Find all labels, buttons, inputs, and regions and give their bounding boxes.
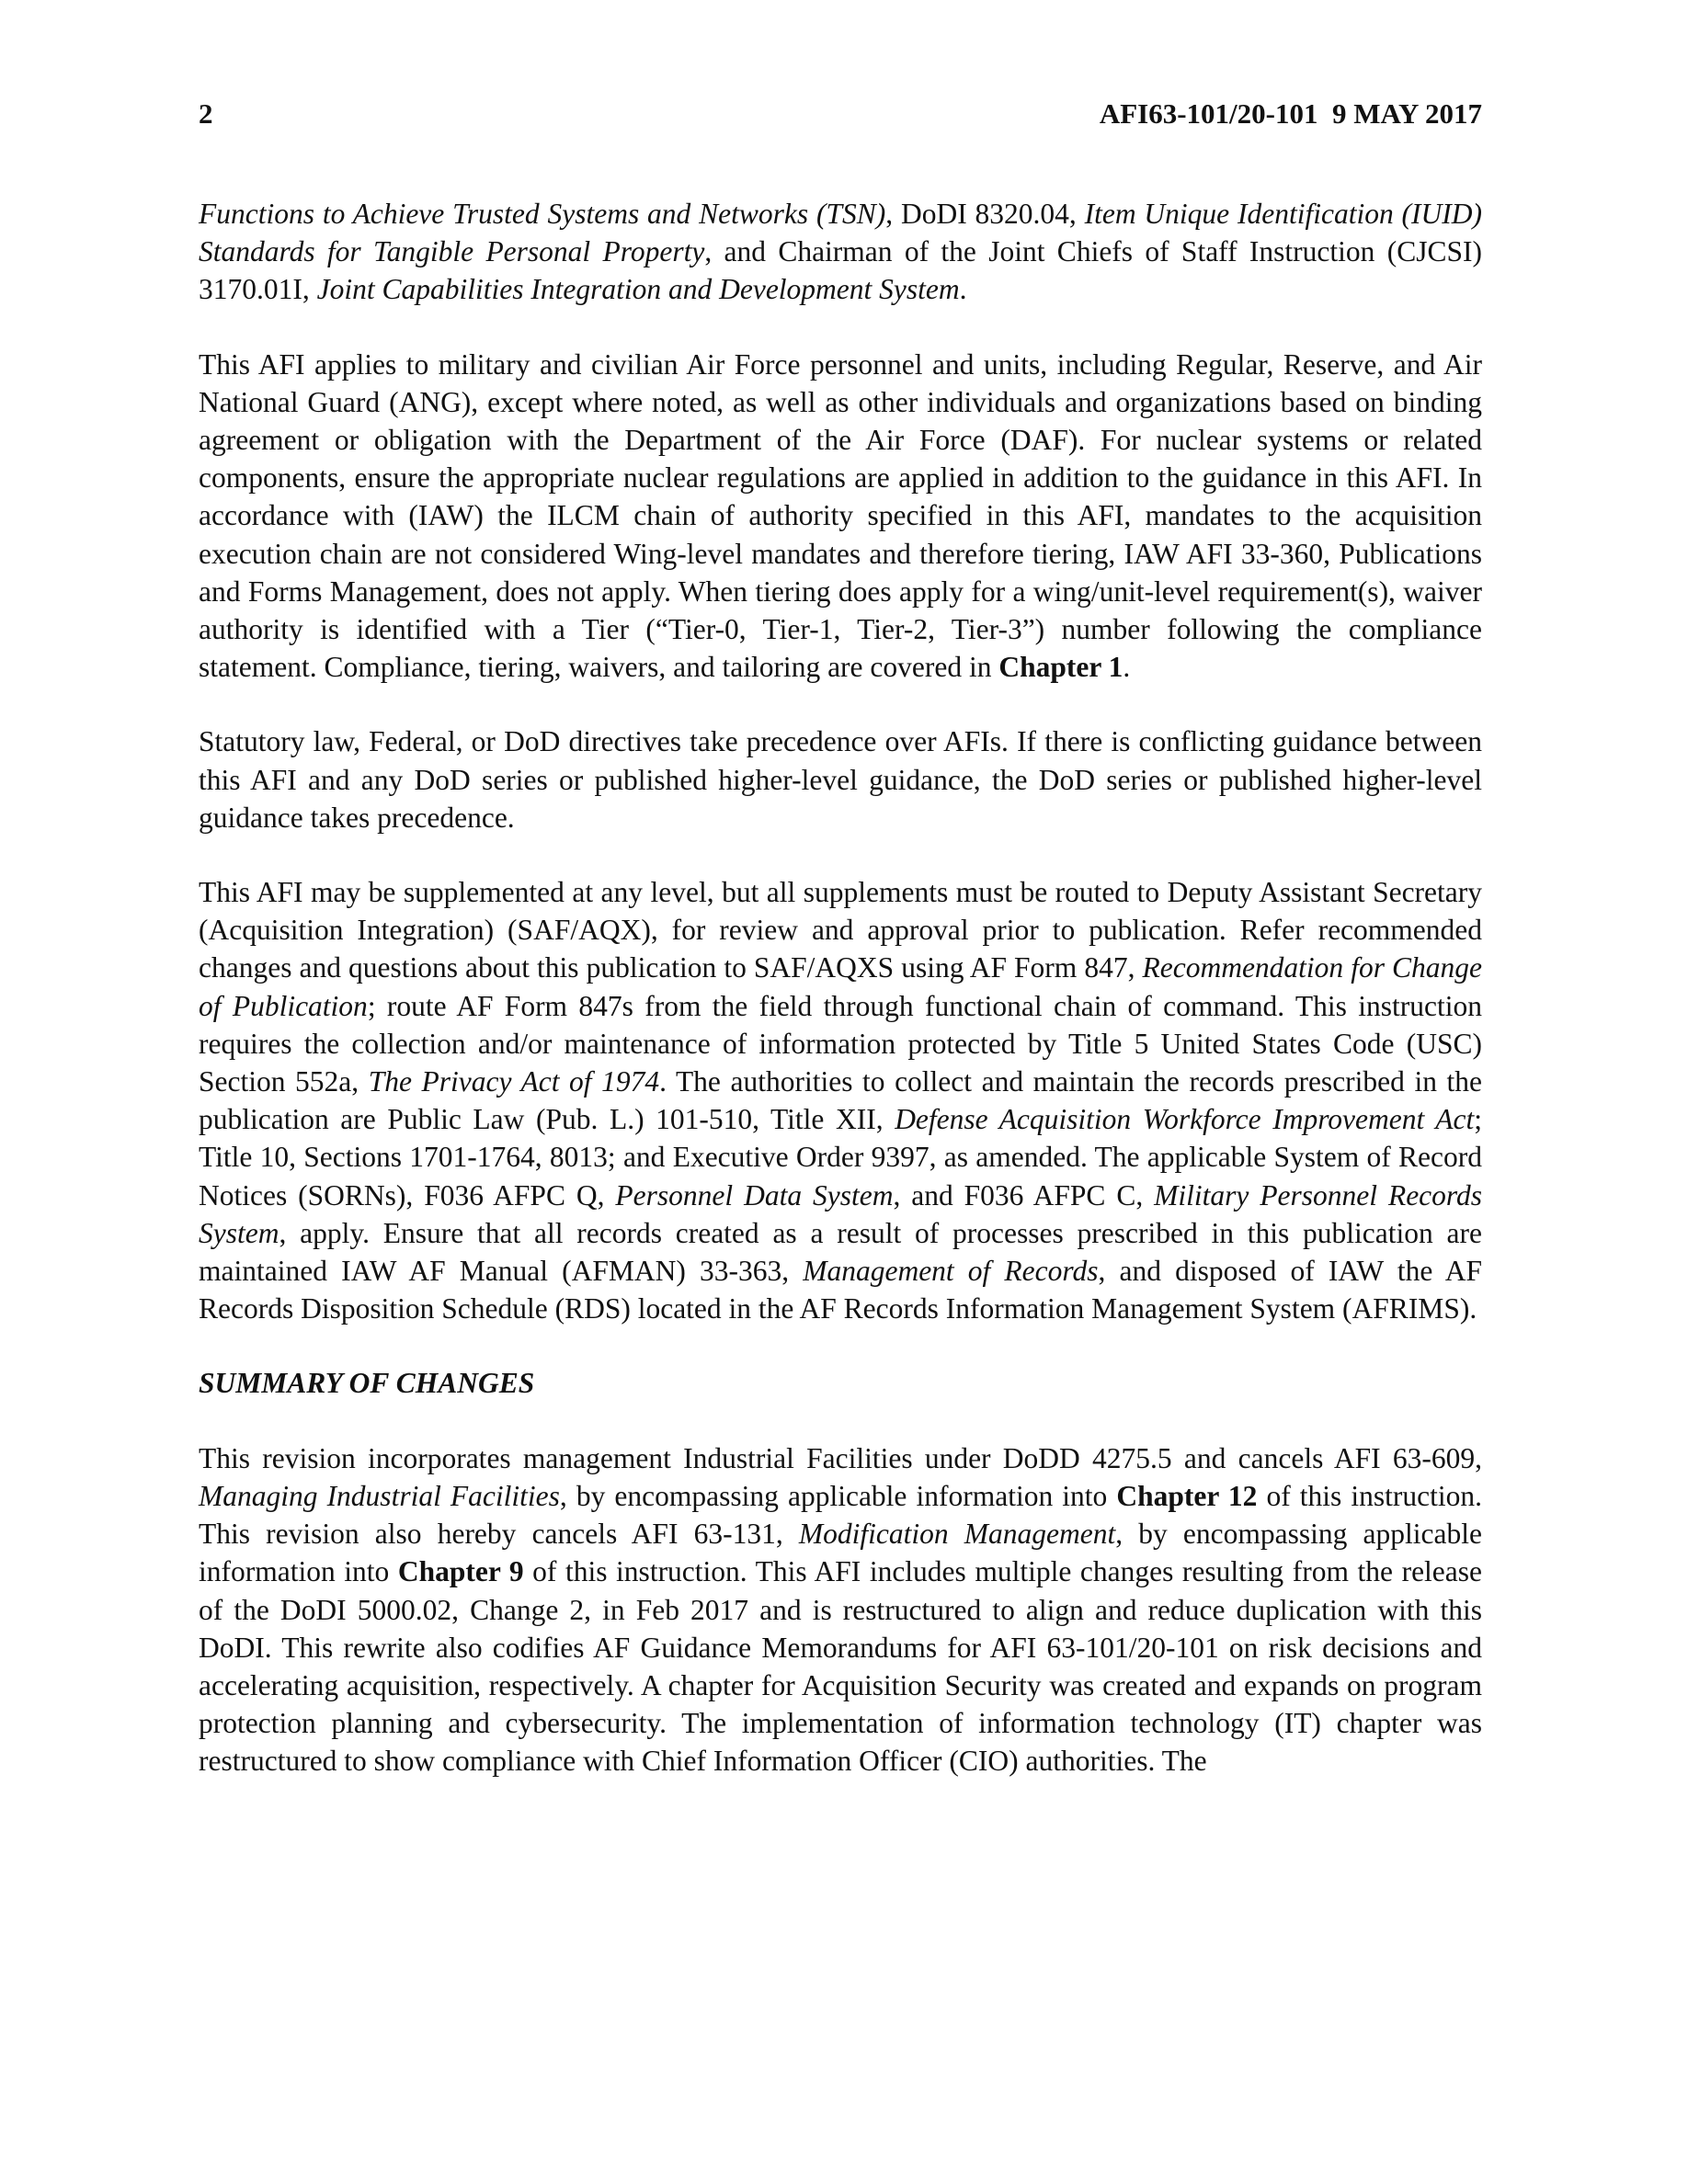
paragraph-supplements-and-records [199, 873, 1482, 1327]
text-run: ; route AF Form 847s from the field through functional chain of command. This instruction requires the collection and/or maintenance of information protected by Title 5 United States Code (USC) Section 552a, [199, 989, 1483, 1098]
italic-citation: Military Personnel Records System [199, 1178, 1483, 1249]
text-run: ; Title 10, Sections 1701-1764, 8013; and Executive Order 9397, as amended. The applicable System of Record Notices (SORNs), F036 AFPC Q, [199, 1103, 1482, 1211]
paragraph-applicability [199, 346, 1482, 687]
text-run: , DoDI 8320.04, [885, 198, 1085, 230]
text-run: This AFI may be supplemented at any level, but all supplements must be routed to Deputy Assistant Secretary (Acquisition Integration) (SAF/AQX), for review and approval prior to publication. Refer recommended changes and questions about this publication to SAF/AQXS using AF Form 847, [199, 876, 1482, 984]
paragraph-precedence [199, 722, 1482, 836]
text-run: , and Chairman of the Joint Chiefs of Staff Instruction (CJCSI) 3170.01I, [199, 235, 1482, 306]
text-run: , by encompassing applicable information into [559, 1479, 1117, 1512]
text-run: , and disposed of IAW the AF Records Disposition Schedule (RDS) located in the AF Records Information Management System (AFRIMS). [199, 1255, 1482, 1325]
italic-citation: Management of Records [803, 1255, 1099, 1288]
chapter-reference: Chapter 12 [1116, 1479, 1258, 1512]
italic-citation: Modification Management [798, 1518, 1116, 1551]
paragraph-summary-of-changes [199, 1439, 1482, 1780]
page-number: 2 [199, 97, 213, 130]
text-run: , apply. Ensure that all records created as a result of processes prescribed in this publication are maintained IAW AF Manual (AFMAN) 33-363, [199, 1216, 1482, 1288]
paragraph-references-continued [199, 195, 1482, 309]
italic-citation: The Privacy Act of 1974 [368, 1065, 660, 1098]
text-run: Statutory law, Federal, or DoD directives take precedence over AFIs. If there is conflicting guidance between this AFI and any DoD series or published higher-level guidance, the DoD series or published higher-level guidance takes precedence. [199, 725, 1482, 834]
text-run: of this instruction. This AFI includes multiple changes resulting from the release of the DoDI 5000.02, Change 2, in Feb 2017 and is restructured to align and reduce duplication with this DoDI. This rewrite also codifies AF Guidance Memorandums for AFI 63-101/20-101 on risk decisions and accelerating acquisition, respectively. A chapter for Acquisition Security was created and expands on program protection planning and cybersecurity. The implementation of information technology (IT) chapter was restructured to show compliance with Chief Information Officer (CIO) authorities. The [199, 1555, 1483, 1778]
text-run: , and F036 AFPC C, [893, 1178, 1155, 1211]
italic-citation: Personnel Data System [615, 1178, 894, 1211]
text-run: . [1123, 651, 1131, 684]
text-run: This AFI applies to military and civilian Air Force personnel and units, including Regular, Reserve, and Air National Guard (ANG), except where noted, as well as other individuals and organizations based on binding agreement or obligation with the Department of the Air Force (DAF). For nuclear systems or related components, ensure the appropriate nuclear regulations are applied in addition to the guidance in this AFI. In accordance with (IAW) the ILCM chain of authority specified in this AFI, mandates to the acquisition execution chain are not considered Wing-level mandates and therefore tiering, IAW AFI 33-360, Publications and Forms Management, does not apply. When tiering does apply for a wing/unit-level requirement(s), waiver authority is identified with a Tier (“Tier-0, Tier-1, Tier-2, Tier-3”) number following the compliance statement. Compliance, tiering, waivers, and tailoring are covered in [199, 347, 1482, 684]
chapter-reference: Chapter 1 [998, 651, 1123, 684]
running-header [199, 96, 1482, 132]
text-run: This revision incorporates management Industrial Facilities under DoDD 4275.5 and cancels AFI 63-609, [199, 1441, 1482, 1474]
italic-citation: Defense Acquisition Workforce Improvement Act [895, 1103, 1475, 1136]
text-run: of this instruction. This revision also hereby cancels AFI 63-131, [199, 1479, 1482, 1551]
italic-citation: Item Unique Identification (IUID) Standards for Tangible Personal Property [199, 198, 1482, 268]
italic-citation: Managing Industrial Facilities [199, 1479, 560, 1512]
text-run: . [959, 273, 967, 306]
italic-citation: Joint Capabilities Integration and Development System [316, 273, 960, 306]
italic-citation: Recommendation for Change of Publication [199, 951, 1482, 1022]
chapter-reference: Chapter 9 [397, 1555, 524, 1588]
summary-of-changes-heading: SUMMARY OF CHANGES [199, 1367, 535, 1400]
document-identifier: AFI63-101/20-101 9 MAY 2017 [1099, 97, 1482, 130]
text-run: . The authorities to collect and maintain the records prescribed in the publication are Public Law (Pub. L.) 101-510, Title XII, [199, 1065, 1483, 1136]
document-page [199, 96, 1482, 1817]
italic-citation: Functions to Achieve Trusted Systems and Networks (TSN) [199, 198, 886, 230]
text-run: , by encompassing applicable information into [199, 1518, 1482, 1588]
